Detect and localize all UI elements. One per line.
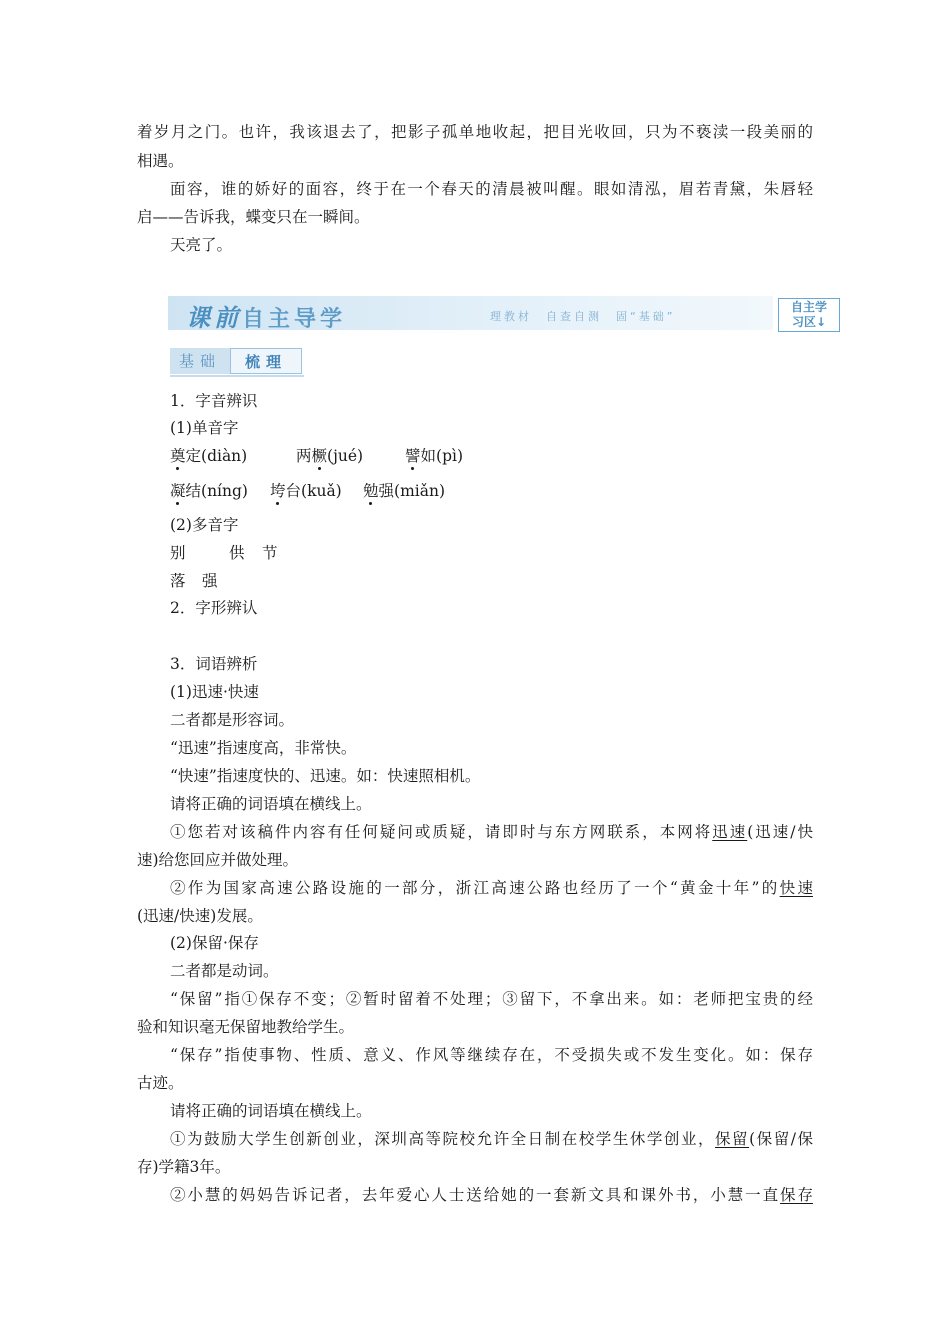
banner-title-big: 课前: [186, 304, 242, 332]
group1-q2-line2: (迅速/快速)发展。: [137, 907, 263, 925]
badge-line2: 习区↓: [791, 315, 827, 329]
group2-line3b: 古迹。: [137, 1074, 184, 1092]
q-text: ①您若对该稿件内容有任何疑问或质疑，请即时与东方网联系，本网将: [170, 823, 713, 841]
pron-item: [405, 446, 463, 466]
q-text: (迅速/快: [747, 823, 813, 841]
q-answer: 保留: [715, 1130, 750, 1148]
subheading-basic-review: [170, 348, 304, 378]
polyphone-char: 别: [170, 544, 186, 562]
intro-para1-line2: 相遇。: [137, 152, 184, 170]
group2-line3a: “保存”指使事物、性质、意义、作风等继续存在，不受损失或不发生变化。如：保存: [170, 1046, 813, 1064]
q-text: ②作为国家高速公路设施的一部分，浙江高速公路也经历了一个“黄金十年”的: [170, 879, 780, 897]
group1-instruction: 请将正确的词语填在横线上。: [170, 795, 372, 813]
section3-heading: 3．词语辨析: [170, 655, 258, 673]
group2-line2b: 验和知识毫无保留地教给学生。: [137, 1018, 355, 1036]
q-text: (保留/保: [749, 1130, 813, 1148]
banner-subtitle: 理教材 自查自测 固“基础”: [490, 310, 676, 323]
pron-item: [270, 481, 342, 501]
dotted-char: 勉: [363, 482, 379, 500]
pron-item: [170, 446, 247, 466]
pron-rest: 如(pì): [420, 447, 463, 465]
section2-heading: 2．字形辨认: [170, 599, 258, 617]
intro-para1-line1: 着岁月之门。也许，我该退去了，把影子孤单地收起，把目光收回，只为不亵渎一段美丽的: [137, 123, 813, 141]
pron-item: [170, 481, 248, 501]
polyphone-char: 供: [229, 544, 245, 562]
group2-instruction: 请将正确的词语填在横线上。: [170, 1102, 372, 1120]
pron-rest: 台(kuǎ): [285, 482, 342, 500]
pron-item: [296, 446, 363, 466]
section1-heading: 1．字音辨识: [170, 392, 258, 410]
q-answer: 快速: [779, 879, 813, 897]
dotted-char: 垮: [270, 482, 286, 500]
subhead-part1: 基础: [170, 348, 230, 374]
group1-q1-line2: 速)给您回应并做处理。: [137, 851, 299, 869]
group1-q1-line1: [170, 822, 813, 842]
section1-sub2: (2)多音字: [170, 516, 239, 534]
dotted-char: 奠: [170, 447, 186, 465]
dotted-char: 凝: [170, 482, 186, 500]
pron-pre: 两: [296, 447, 312, 465]
banner-badge: [778, 298, 840, 332]
intro-para2-line1: 面容，谁的娇好的面容，终于在一个春天的清晨被叫醒。眼如清泓，眉若青黛，朱唇轻: [170, 180, 813, 198]
q-text: ②小慧的妈妈告诉记者，去年爱心人士送给她的一套新文具和课外书，小慧一直: [170, 1186, 781, 1204]
group2-title: (2)保留·保存: [170, 934, 259, 952]
pron-rest: (jué): [327, 447, 364, 465]
group2-q1-line2: 存)学籍3年。: [137, 1158, 231, 1176]
subhead-underline: [170, 375, 304, 377]
group2-line1: 二者都是动词。: [170, 962, 279, 980]
group1-line3: “快速”指速度快的、迅速。如：快速照相机。: [170, 767, 481, 785]
q-answer: 保存: [780, 1186, 813, 1204]
polyphone-char: 强: [202, 572, 218, 590]
polyphone-char: 节: [262, 544, 278, 562]
subhead-part2: 梳理: [230, 348, 302, 374]
group1-line2: “迅速”指速度高，非常快。: [170, 739, 357, 757]
group2-q2-line1: [170, 1185, 813, 1205]
intro-para2-line2: 启——告诉我，蝶变只在一瞬间。: [137, 208, 370, 226]
dotted-char: 譬: [405, 447, 421, 465]
q-text: ①为鼓励大学生创新创业，深圳高等院校允许全日制在校学生休学创业，: [170, 1130, 716, 1148]
pron-rest: 强(miǎn): [378, 482, 445, 500]
dotted-char: 橛: [311, 447, 328, 465]
pron-item: [363, 481, 445, 501]
intro-para3: 天亮了。: [170, 236, 233, 254]
banner-title-rest: 自主导学: [242, 307, 347, 332]
pron-rest: 结(níng): [185, 482, 248, 500]
group1-line1: 二者都是形容词。: [170, 711, 295, 729]
group2-line2a: “保留”指①保存不变；②暂时留着不处理；③留下，不拿出来。如：老师把宝贵的经: [170, 990, 813, 1008]
pron-rest: 定(diàn): [185, 447, 248, 465]
banner-title: [186, 298, 346, 333]
q-answer: 迅速: [712, 823, 748, 841]
group1-q2-line1: [170, 878, 813, 898]
group1-title: (1)迅速·快速: [170, 683, 259, 701]
section-banner: [168, 294, 840, 336]
section1-sub1: (1)单音字: [170, 419, 239, 437]
group2-q1-line1: [170, 1129, 813, 1149]
badge-line1: 自主学: [790, 300, 827, 314]
polyphone-char: 落: [170, 572, 186, 590]
